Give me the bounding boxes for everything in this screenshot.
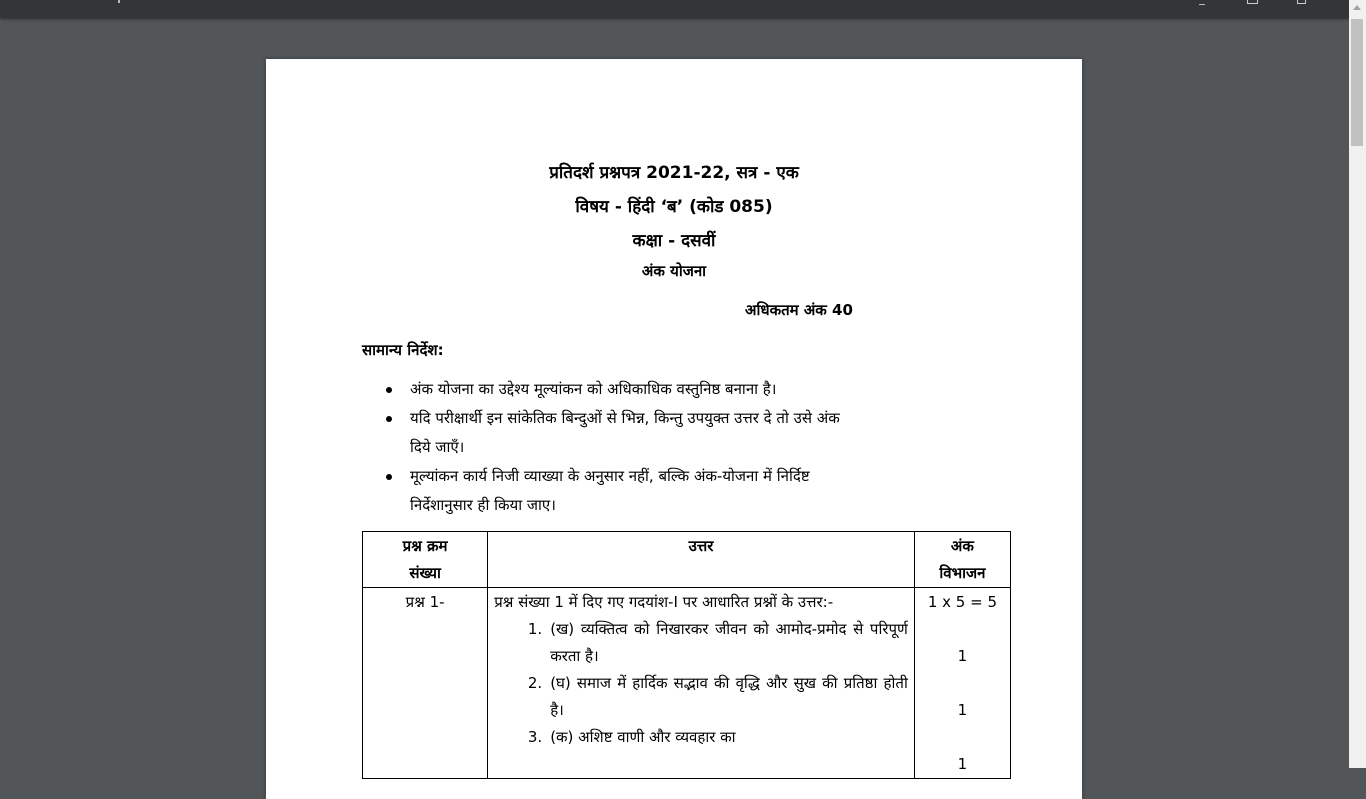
marking-scheme-heading: अंक योजना [641,262,707,280]
item-marks: 1 [957,701,968,719]
download-icon[interactable] [1247,0,1258,4]
general-instructions-heading: सामान्य निर्देश: [362,341,444,359]
print-icon[interactable] [1297,0,1306,4]
rotate-icon[interactable] [1199,0,1205,5]
answer-item-text: (ख) व्यक्तित्व को निखारकर जीवन को आमोद-प्रमोद से परिपूर्ण करता है। [550,620,908,665]
header-marks [914,532,1010,588]
table-row [363,588,1011,779]
pdf-viewer-toolbar [0,0,1349,18]
vertical-scrollbar[interactable] [1349,0,1366,768]
marks-spacer [915,724,1010,751]
toolbar-edge-mark [118,0,120,3]
item-marks: 1 [957,647,968,665]
bullet-icon [386,474,392,480]
pdf-page [266,59,1082,799]
instruction-2-continued: दिये जाएँ। [410,438,465,456]
header-question-line2: संख्या [409,564,441,582]
marks-cell [914,588,1010,779]
scrollbar-thumb[interactable] [1351,19,1363,146]
header-question-line1: प्रश्न क्रम [402,537,448,555]
marks-spacer [915,670,1010,697]
answer-item-number: 3. [527,728,543,746]
header-marks-line1: अंक [950,537,974,555]
header-marks-line2: विभाजन [939,564,986,582]
instruction-3: मूल्यांकन कार्य निजी व्याख्या के अनुसार नहीं, बल्कि अंक-योजना में निर्दिष्ट [410,467,810,485]
bullet-icon [386,416,392,422]
total-marks: 1 x 5 = 5 [927,593,997,611]
header-answer: उत्तर [488,532,915,588]
item-marks: 1 [957,755,968,773]
answer-item-text: (क) अशिष्ट वाणी और व्यवहार का [550,728,736,746]
answer-item [494,616,908,670]
answer-item [494,724,908,751]
answer-item-number: 1. [527,620,543,638]
marks-spacer [915,616,1010,643]
instruction-3-continued: निर्देशानुसार ही किया जाए। [410,496,556,514]
instruction-1: अंक योजना का उद्देश्य मूल्यांकन को अधिकाधिक वस्तुनिष्ठ बनाना है। [410,380,777,398]
question-number-cell: प्रश्न 1- [363,588,488,779]
answer-item-text: (घ) समाज में हार्दिक सद्भाव की वृद्धि और सुख की प्रतिष्ठा होती है। [550,674,908,719]
max-marks: अधिकतम अंक 40 [745,301,853,319]
header-question-number [363,532,488,588]
document-title: प्रतिदर्श प्रश्नपत्र 2021-22, सत्र - एक [549,163,799,183]
bullet-icon [386,387,392,393]
answer-item-number: 2. [527,674,543,692]
answer-item [494,670,908,724]
answer-intro: प्रश्न संख्या 1 में दिए गए गदयांश-I पर आधारित प्रश्नों के उत्तर:- [494,593,834,611]
answer-cell [488,588,915,779]
instruction-2: यदि परीक्षार्थी इन सांकेतिक बिन्दुओं से भिन्न, किन्तु उपयुक्त उत्तर दे तो उसे अंक [410,409,840,427]
table-header-row [363,532,1011,588]
subject-line: विषय - हिंदी ‘ब’ (कोड 085) [575,197,773,217]
scroll-up-arrow-icon[interactable] [1353,5,1361,10]
class-line: कक्षा - दसवीं [632,231,716,251]
answer-key-table [362,531,1011,779]
